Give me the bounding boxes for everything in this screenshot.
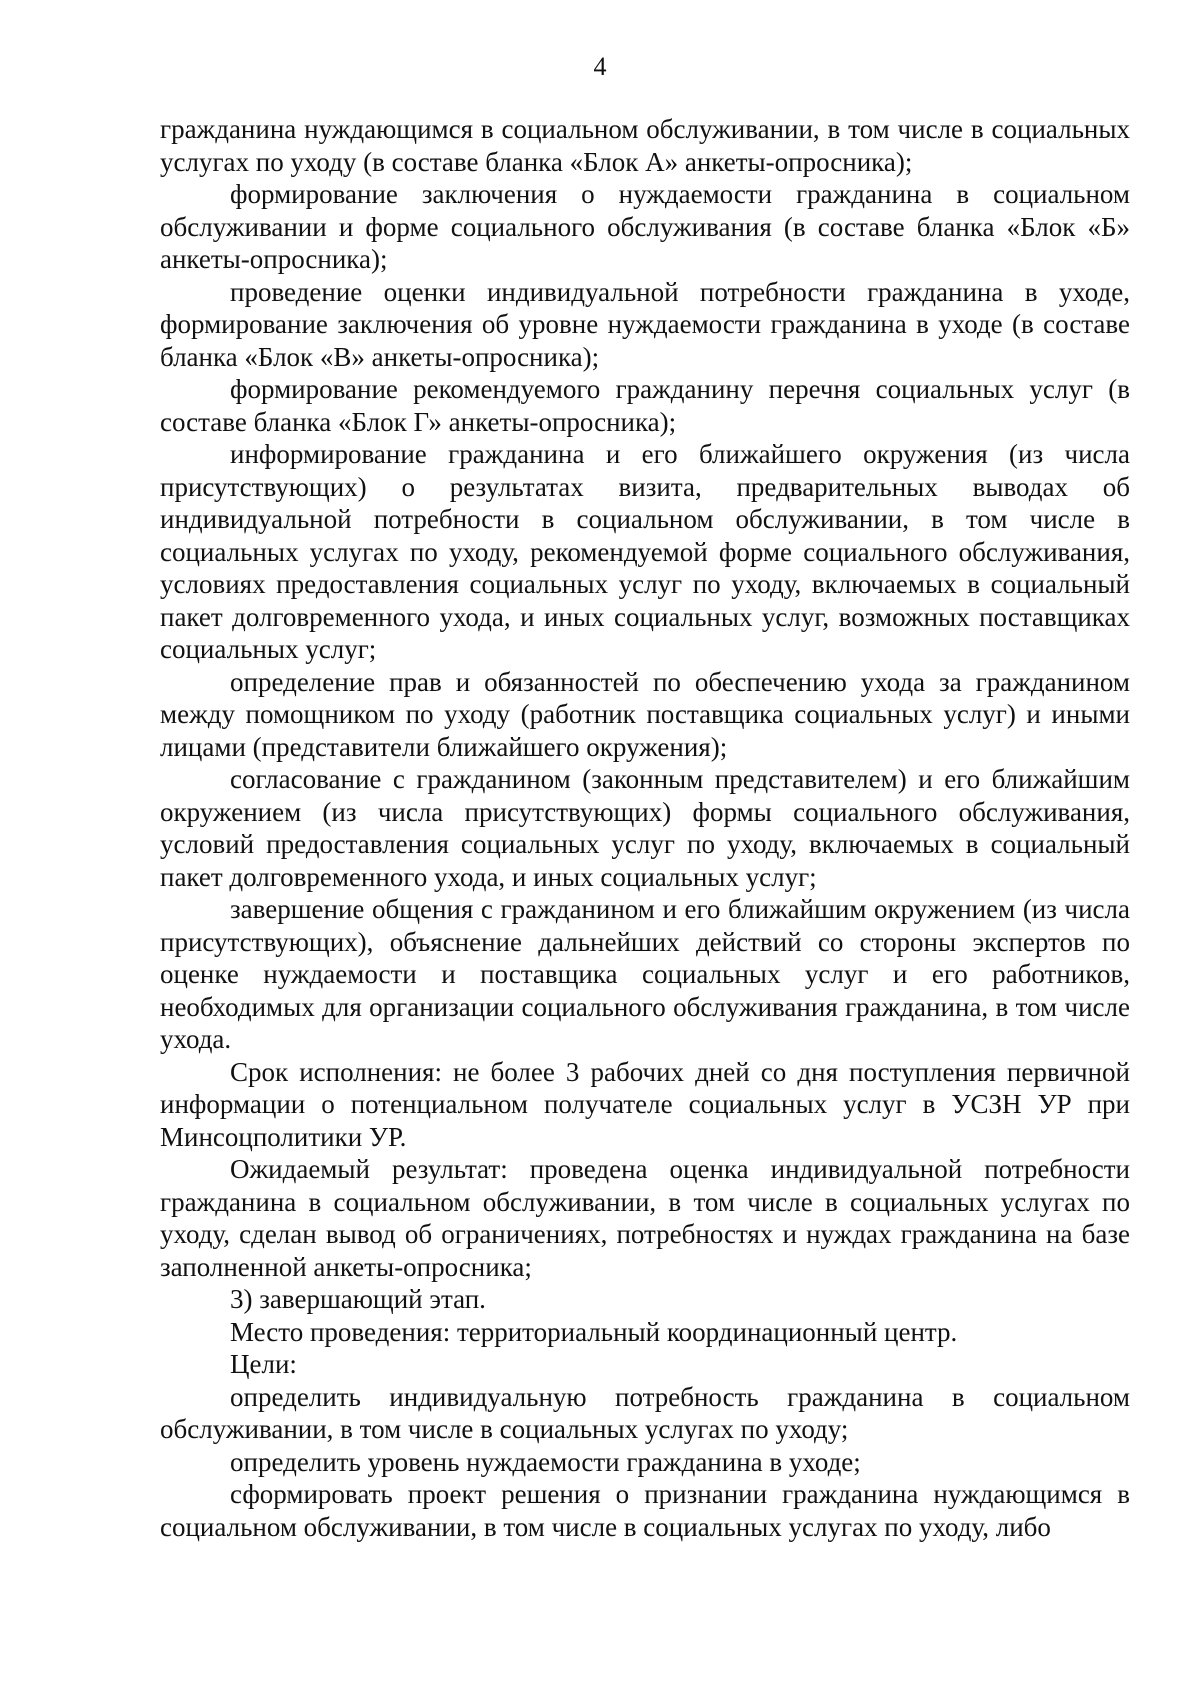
paragraph: сформировать проект решения о признании гражданина нуждающимся в социальном обслуживании, в том числе в социальных услугах по уходу, либо (160, 1479, 1130, 1542)
paragraph: определение прав и обязанностей по обеспечению ухода за гражданином между помощником по уходу (работник поставщика социальных услуг) и иными лицами (представители ближайшего окружения); (160, 666, 1130, 762)
paragraph: определить уровень нуждаемости гражданина в уходе; (230, 1446, 861, 1477)
body-text (160, 113, 1130, 1543)
paragraph-continuation: гражданина нуждающимся в социальном обслуживании, в том числе в социальных услугах по уходу (в составе бланка «Блок А» анкеты-опросника); (160, 114, 1130, 177)
page-number: 4 (593, 52, 607, 81)
paragraph-location: Место проведения: территориальный координационный центр. (230, 1316, 958, 1347)
paragraph-stage-heading: 3) завершающий этап. (230, 1284, 486, 1314)
paragraph-expected-result: Ожидаемый результат: проведена оценка индивидуальной потребности гражданина в социальном обслуживании, в том числе в социальных услугах по уходу, сделан вывод об ограничениях, потребностях и нуждах гражданина на базе заполненной анкеты-опросника; (160, 1154, 1130, 1282)
paragraph: проведение оценки индивидуальной потребности гражданина в уходе, формирование заключения об уровне нуждаемости гражданина в уходе (в составе бланка «Блок «В» анкеты-опросника); (160, 276, 1130, 372)
paragraph: завершение общения с гражданином и его ближайшим окружением (из числа присутствующих), объяснение дальнейших действий со стороны экспертов по оценке нуждаемости и поставщика социальных услуг и его работников, необходимых для организации социального обслуживания гражданина, в том числе ухода. (160, 894, 1130, 1054)
paragraph-goals-heading: Цели: (230, 1349, 297, 1379)
paragraph: определить индивидуальную потребность гражданина в социальном обслуживании, в том числе в социальных услугах по уходу; (160, 1381, 1130, 1444)
paragraph: формирование заключения о нуждаемости гражданина в социальном обслуживании и форме социального обслуживания (в составе бланка «Блок «Б» анкеты-опросника); (160, 179, 1130, 274)
paragraph-deadline: Срок исполнения: не более 3 рабочих дней со дня поступления первичной информации о потенциальном получателе социальных услуг в УСЗН УР при Минсоцполитики УР. (160, 1056, 1130, 1152)
paragraph: согласование с гражданином (законным представителем) и его ближайшим окружением (из числа присутствующих) формы социального обслуживания, условий предоставления социальных услуг по уходу, включаемых в социальный пакет долговременного ухода, и иных социальных услуг; (160, 764, 1130, 892)
paragraph: информирование гражданина и его ближайшего окружения (из числа присутствующих) о результатах визита, предварительных выводах об индивидуальной потребности в социальном обслуживании, в том числе в социальных услугах по уходу, рекомендуемой форме социального обслуживания, условиях предоставления социальных услуг по уходу, включаемых в социальный пакет долговременного ухода, и иных социальных услуг, возможных поставщиках социальных услуг; (160, 439, 1130, 664)
paragraph: формирование рекомендуемого гражданину перечня социальных услуг (в составе бланка «Блок Г» анкеты-опросника); (160, 374, 1130, 437)
